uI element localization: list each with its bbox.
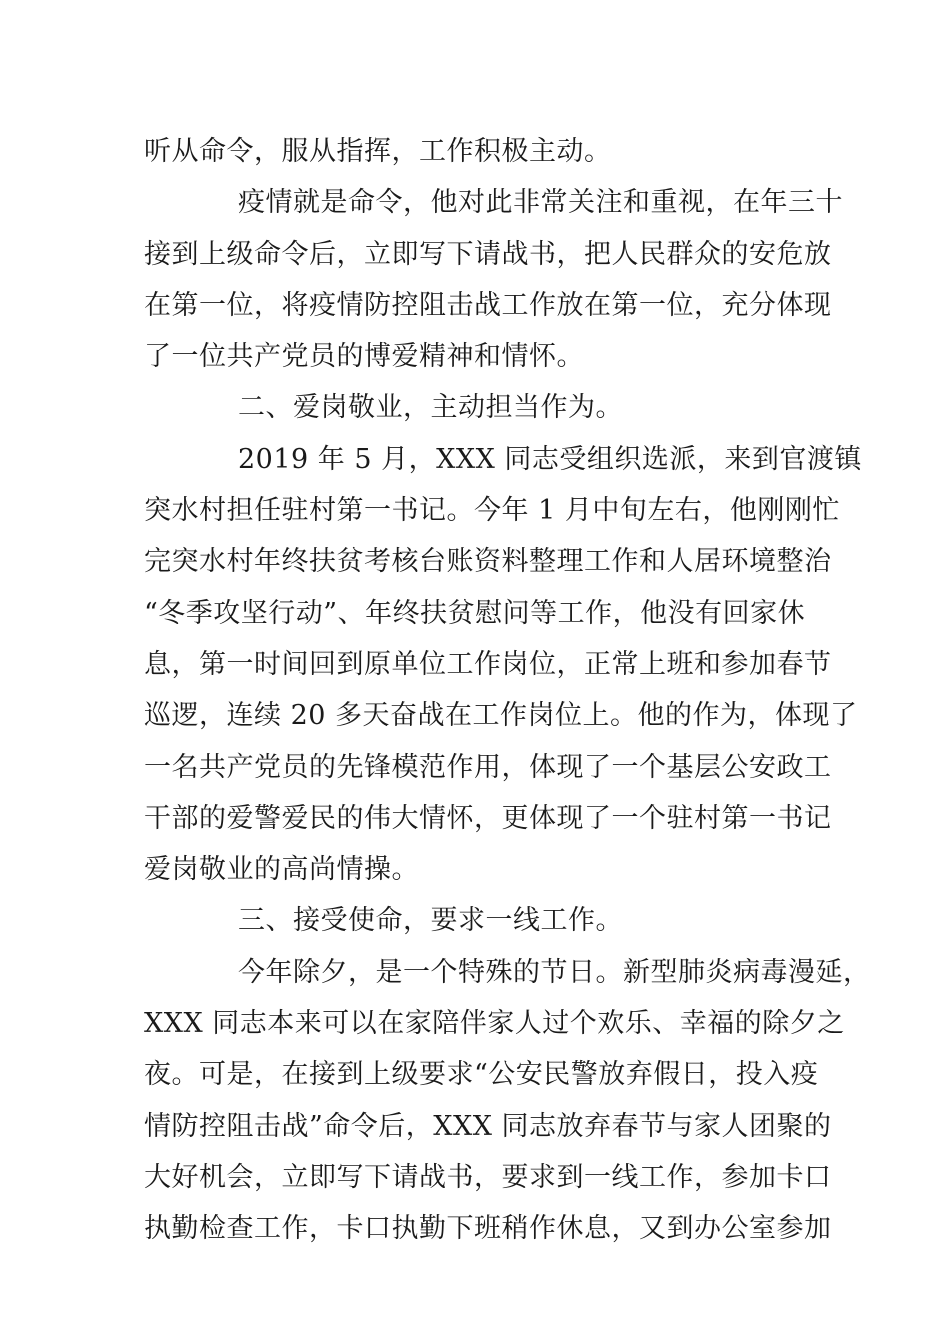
text-line: 情防控阻击战”命令后，XXX 同志放弃春节与家人团聚的 (144, 1110, 832, 1142)
text-line: 执勤检查工作，卡口执勤下班稍作休息，又到办公室参加 (144, 1213, 832, 1245)
text-line: 爱岗敬业的高尚情操。 (144, 854, 419, 886)
text-line: 夜。可是，在接到上级要求“公安民警放弃假日，投入疫 (144, 1059, 819, 1091)
text-line: 在第一位，将疫情防控阻击战工作放在第一位，充分体现 (144, 289, 832, 321)
text-line: 巡逻，连续 20 多天奋战在工作岗位上。他的作为，体现了 (144, 700, 858, 732)
text-line: 突水村担任驻村第一书记。今年 1 月中旬左右，他刚刚忙 (144, 495, 840, 527)
text-line: “冬季攻坚行动”、年终扶贫慰问等工作，他没有回家休 (144, 597, 806, 629)
text-line: 听从命令，服从指挥，工作积极主动。 (144, 136, 612, 167)
text-line: XXX 同志本来可以在家陪伴家人过个欢乐、幸福的除夕之 (144, 1008, 845, 1040)
text-line: 完突水村年终扶贫考核台账资料整理工作和人居环境整治 (144, 546, 832, 578)
document-body (144, 126, 871, 1255)
text-line: 接到上级命令后，立即写下请战书，把人民群众的安危放 (144, 238, 832, 270)
text-line: 了一位共产党员的博爱精神和情怀。 (144, 341, 584, 373)
paragraph-start-line: 今年除夕，是一个特殊的节日。新型肺炎病毒漫延， (238, 956, 871, 988)
text-line: 一名共产党员的先锋模范作用，体现了一个基层公安政工 (144, 751, 832, 783)
text-line: 干部的爱警爱民的伟大情怀，更体现了一个驻村第一书记 (144, 802, 832, 834)
section-heading: 二、爱岗敬业，主动担当作为。 (238, 392, 623, 424)
paragraph-start-line: 2019 年 5 月，XXX 同志受组织选派，来到官渡镇 (238, 443, 862, 475)
text-line: 大好机会，立即写下请战书，要求到一线工作，参加卡口 (144, 1161, 832, 1193)
section-heading: 三、接受使命，要求一线工作。 (238, 905, 623, 937)
paragraph-start-line: 疫情就是命令，他对此非常关注和重视，在年三十 (238, 187, 843, 219)
text-line: 息，第一时间回到原单位工作岗位，正常上班和参加春节 (144, 648, 832, 680)
